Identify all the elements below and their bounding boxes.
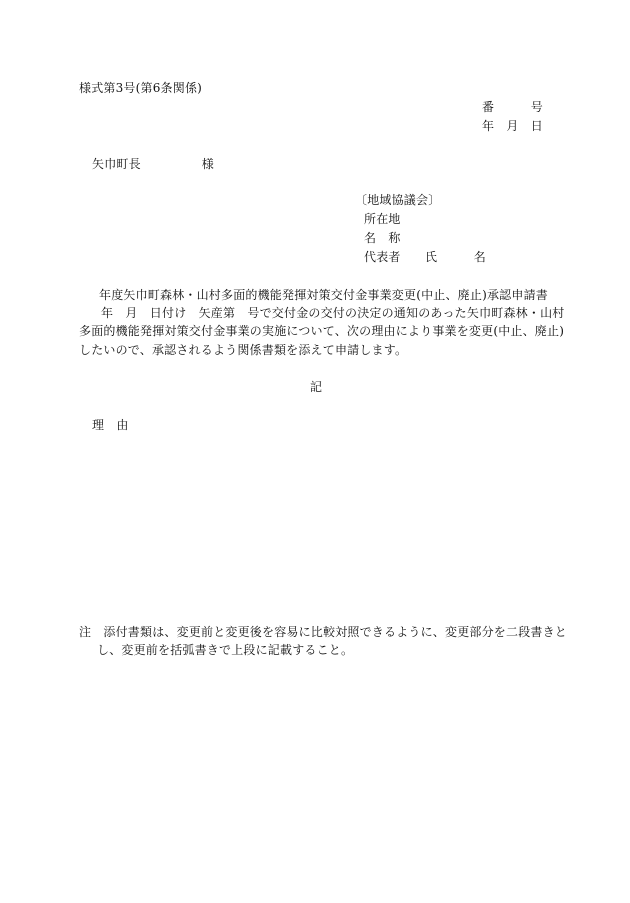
applicant-address-label: 所在地 — [364, 212, 401, 226]
body-line: 多面的機能発揮対策交付金事業の実施について、次の理由により事業を変更(中止、廃止) — [79, 324, 565, 338]
date-label: 年 月 日 — [482, 119, 544, 133]
applicant-council: 〔地域協議会〕 — [355, 193, 441, 207]
addressee: 矢巾町長 様 — [92, 157, 215, 171]
document-number-label: 番 号 — [482, 100, 544, 114]
document-title: 年度矢巾町森林・山村多面的機能発揮対策交付金事業変更(中止、廃止)承認申請書 — [99, 288, 548, 302]
note-line: し、変更前を括弧書きで上段に記載すること。 — [97, 643, 354, 657]
reason-label: 理 由 — [92, 418, 129, 432]
form-reference: 様式第3号(第6条関係) — [79, 81, 203, 95]
note-line: 注 添付書類は、変更前と変更後を容易に比較対照できるように、変更部分を二段書きと — [79, 625, 568, 639]
body-line: 年 月 日付け 矢産第 号で交付金の交付の決定の通知のあった矢巾町森林・山村 — [101, 306, 565, 320]
applicant-name-label: 名 称 — [364, 231, 401, 245]
body-line: したいので、承認されるよう関係書類を添えて申請します。 — [79, 343, 408, 357]
ki-heading: 記 — [310, 380, 323, 394]
applicant-representative-label: 代表者 氏 名 — [364, 250, 487, 264]
